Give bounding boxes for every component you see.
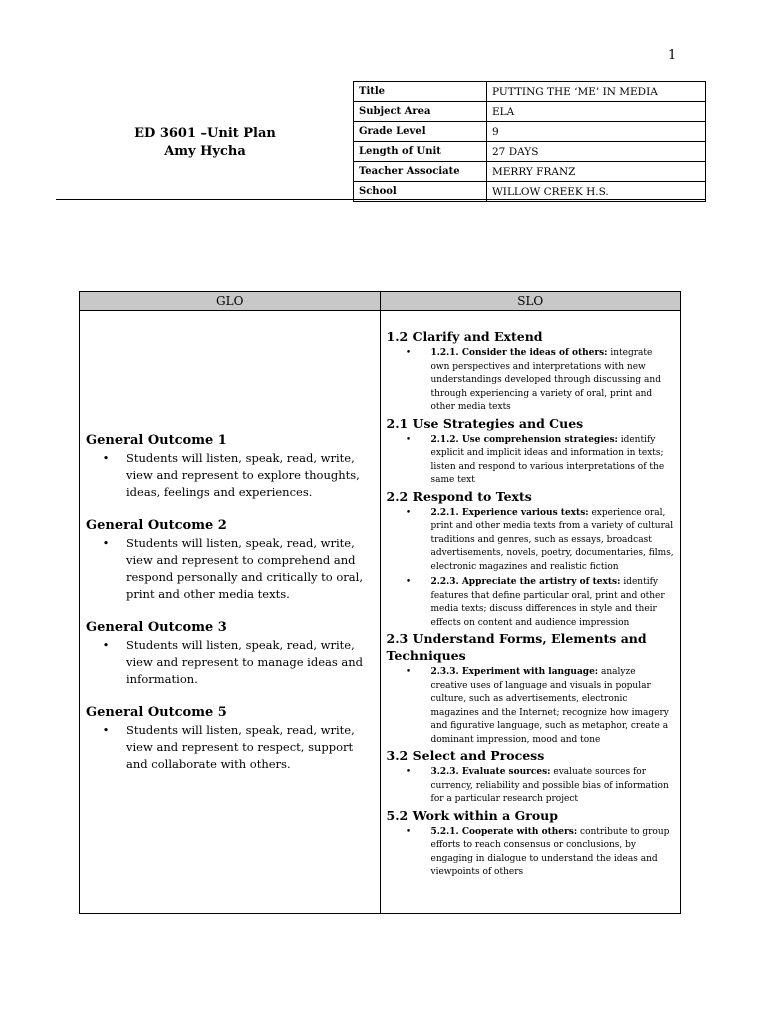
slo-item-code: 2.1.2. Use comprehension strategies:	[430, 434, 618, 445]
info-label: Title	[354, 82, 487, 102]
page-number: 1	[668, 48, 677, 63]
bullet-icon: •	[405, 767, 412, 777]
slo-column-header: SLO	[380, 292, 681, 311]
unit-info-table	[353, 81, 706, 202]
info-row-length	[354, 142, 706, 162]
slo-item	[387, 507, 675, 575]
bullet-icon: •	[405, 826, 412, 837]
general-outcome	[86, 620, 374, 688]
slo-heading: 3.2 Select and Process	[386, 748, 545, 763]
general-outcome-bullet	[86, 722, 374, 773]
slo-item	[387, 666, 675, 747]
general-outcome-bullet	[86, 450, 374, 501]
slo-heading: 2.3 Understand Forms, Elements and Techniques	[386, 631, 647, 663]
info-label: Length of Unit	[354, 142, 487, 162]
header-divider	[56, 199, 706, 200]
general-outcome-bullet	[86, 535, 374, 603]
slo-item-text: identify explicit and implicit ideas and information in texts; listen and respond to various interpretations of the same text	[430, 434, 665, 485]
general-outcome-heading: General Outcome 3	[86, 620, 227, 635]
slo-list	[381, 311, 681, 880]
glo-list	[80, 311, 380, 773]
info-value: MERRY FRANZ	[487, 162, 706, 182]
info-value: ELA	[487, 102, 706, 122]
slo-item-body	[431, 666, 675, 747]
slo-item-text: integrate own perspectives and interpretations with new understandings developed through discussing and through experiencing a variety of oral, print and other media texts	[430, 348, 661, 412]
slo-item-body	[431, 434, 675, 488]
general-outcome-heading: General Outcome 5	[86, 705, 227, 720]
slo-item-text: identify features that define particular oral, print and other media texts; discuss differences in style and their effects on content and audience impression	[430, 577, 665, 628]
slo-item-body	[431, 507, 675, 575]
slo-item-text: analyze creative uses of language and visuals in popular culture, such as advertisements, electronic magazines and the Internet; recognize how imagery and figurative language, such as metaphor, create a dominant impression, mood and tone	[430, 667, 669, 745]
slo-heading: 2.2 Respond to Texts	[386, 488, 532, 504]
info-row-title	[354, 82, 706, 102]
outcomes-table	[79, 291, 681, 914]
course-title: ED 3601 –Unit Plan	[134, 126, 276, 141]
slo-item-code: 2.2.1. Experience various texts:	[430, 507, 589, 518]
info-value: WILLOW CREEK H.S.	[487, 182, 706, 202]
slo-heading: 1.2 Clarify and Extend	[386, 329, 543, 344]
info-row-grade	[354, 122, 706, 142]
document-title	[105, 125, 305, 161]
general-outcome	[86, 518, 374, 603]
slo-item-text: experience oral, print and other media texts from a variety of cultural traditions and genres, such as essays, broadcast advertisements, novels, poetry, documentaries, films, electronic magazines and realistic fiction	[430, 507, 674, 572]
slo-item-text: evaluate sources for currency, reliability and possible bias of information for a particular research project	[430, 767, 669, 804]
slo-item	[387, 347, 675, 415]
slo-heading: 5.2 Work within a Group	[386, 807, 558, 823]
slo-item-code: 5.2.1. Cooperate with others:	[430, 826, 578, 837]
bullet-icon: •	[102, 723, 110, 737]
info-label: Subject Area	[354, 102, 487, 122]
slo-cell	[380, 311, 681, 914]
info-row-subject	[354, 102, 706, 122]
general-outcome-text: Students will listen, speak, read, write, view and represent to comprehend and respond personally and critically to oral, print and other media texts.	[126, 536, 363, 601]
slo-item	[387, 826, 675, 880]
info-value: 9	[487, 122, 706, 142]
info-label: Teacher Associate	[354, 162, 487, 182]
general-outcome	[86, 433, 374, 501]
slo-item	[387, 434, 675, 488]
general-outcome-heading: General Outcome 2	[86, 518, 227, 533]
bullet-icon: •	[102, 536, 110, 550]
slo-item-code: 2.3.3. Experiment with language:	[430, 667, 599, 677]
general-outcome-text: Students will listen, speak, read, write, view and represent to explore thoughts, ideas, feelings and experiences.	[126, 451, 360, 499]
info-label: School	[354, 182, 487, 202]
general-outcome-bullet	[86, 637, 374, 688]
info-value: 27 DAYS	[487, 142, 706, 162]
bullet-icon: •	[405, 507, 412, 518]
slo-item-body	[431, 347, 675, 415]
slo-item-body	[431, 576, 675, 630]
bullet-icon: •	[102, 638, 110, 652]
general-outcome-heading: General Outcome 1	[86, 433, 227, 448]
slo-item	[387, 766, 675, 807]
bullet-icon: •	[405, 348, 412, 358]
slo-heading: 2.1 Use Strategies and Cues	[386, 415, 584, 431]
bullet-icon: •	[405, 667, 412, 677]
info-row-teacher	[354, 162, 706, 182]
general-outcome-text: Students will listen, speak, read, write, view and represent to respect, support and collaborate with others.	[126, 723, 355, 771]
slo-item-text: contribute to group efforts to reach consensus or conclusions, by engaging in dialogue to understand the ideas and viewpoints of others	[430, 826, 670, 877]
general-outcome	[86, 705, 374, 773]
author-name: Amy Hycha	[164, 144, 246, 159]
bullet-icon: •	[405, 577, 412, 587]
slo-item-code: 3.2.3. Evaluate sources:	[430, 767, 551, 777]
info-label: Grade Level	[354, 122, 487, 142]
glo-column-header: GLO	[80, 292, 381, 311]
slo-item-body	[431, 766, 675, 807]
glo-cell	[80, 311, 381, 914]
general-outcome-text: Students will listen, speak, read, write, view and represent to manage ideas and information.	[126, 638, 364, 686]
info-value: PUTTING THE ‘ME’ IN MEDIA	[487, 82, 706, 102]
slo-item-code: 2.2.3. Appreciate the artistry of texts:	[430, 577, 621, 587]
slo-item-body	[431, 826, 675, 880]
bullet-icon: •	[405, 434, 412, 445]
slo-item-code: 1.2.1. Consider the ideas of others:	[430, 348, 608, 358]
bullet-icon: •	[102, 451, 110, 465]
slo-item	[387, 576, 675, 630]
